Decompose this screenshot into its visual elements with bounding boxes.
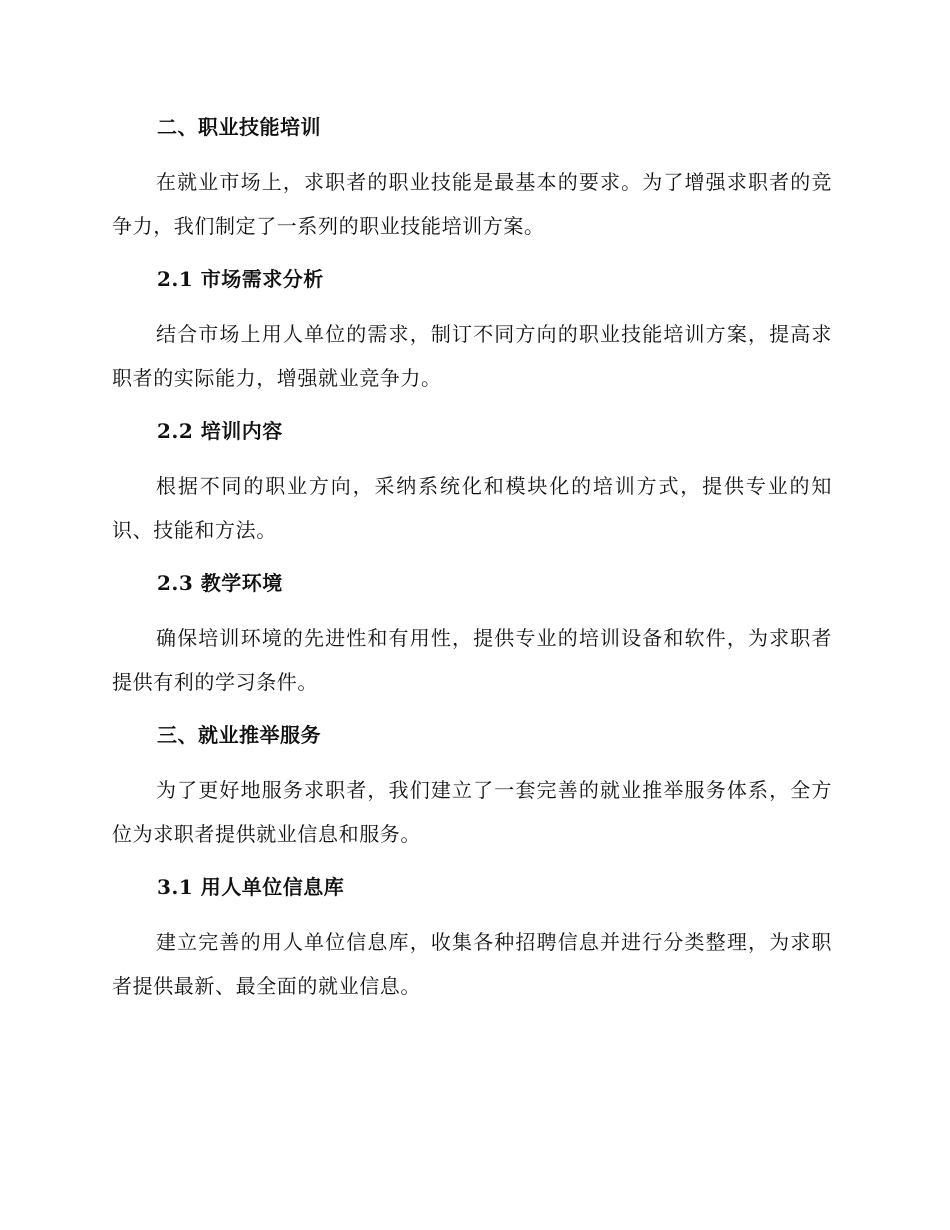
paragraph-training-content: 根据不同的职业方向，采纳系统化和模块化的培训方式，提供专业的知识、技能和方法。 — [112, 474, 832, 542]
section-heading-vocational-training: 二、职业技能培训 — [157, 115, 321, 139]
paragraph-vocational-training-intro: 在就业市场上，求职者的职业技能是最基本的要求。为了增强求职者的竞争力，我们制定了一系列的职业技能培训方案。 — [112, 170, 832, 238]
subheading-employer-database: 3.1 用人单位信息库 — [157, 875, 345, 899]
subheading-market-demand: 2.1 市场需求分析 — [157, 267, 324, 291]
subheading-training-content: 2.2 培训内容 — [157, 419, 283, 443]
subheading-teaching-environment: 2.3 教学环境 — [157, 571, 283, 595]
paragraph-employment-service-intro: 为了更好地服务求职者，我们建立了一套完善的就业推举服务体系，全方位为求职者提供就业信息和服务。 — [112, 778, 832, 846]
paragraph-market-demand: 结合市场上用人单位的需求，制订不同方向的职业技能培训方案，提高求职者的实际能力，增强就业竞争力。 — [112, 322, 832, 390]
section-heading-employment-service: 三、就业推举服务 — [157, 723, 321, 747]
paragraph-teaching-environment: 确保培训环境的先进性和有用性，提供专业的培训设备和软件，为求职者提供有利的学习条件。 — [112, 626, 832, 694]
paragraph-employer-database: 建立完善的用人单位信息库，收集各种招聘信息并进行分类整理，为求职者提供最新、最全面的就业信息。 — [112, 930, 832, 998]
